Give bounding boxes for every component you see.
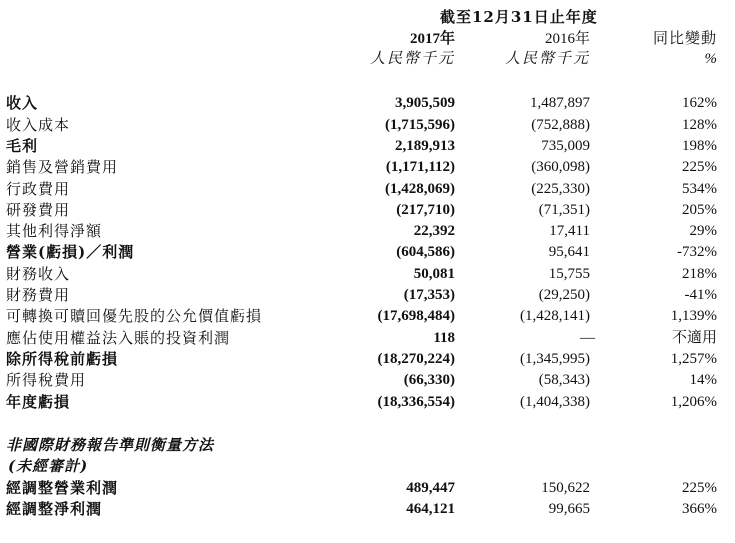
value-2017: 50,081	[413, 266, 455, 282]
row-label: 研發費用	[6, 201, 71, 219]
value-change: 205%	[682, 202, 717, 218]
table-row	[0, 178, 735, 200]
row-label: 收入成本	[6, 116, 71, 134]
value-2016: —	[580, 330, 595, 346]
row-label: 除所得稅前虧損	[6, 350, 119, 368]
value-change: 不適用	[671, 330, 717, 346]
value-2016: (1,428,141)	[520, 308, 590, 324]
row-label: 經調整淨利潤	[6, 500, 103, 518]
table-row	[0, 327, 735, 349]
value-2017: (18,336,554)	[377, 394, 455, 410]
value-2017: 118	[433, 330, 455, 346]
value-change: 366%	[682, 501, 717, 517]
value-change: 1,206%	[670, 394, 717, 410]
unit-change: %	[704, 51, 717, 67]
value-2016: 150,622	[541, 480, 590, 496]
value-2016: 95,641	[548, 244, 590, 260]
column-unit-header	[0, 48, 735, 70]
unit-2017: 人民幣千元	[369, 51, 455, 67]
table-row	[0, 220, 735, 242]
value-change: 534%	[682, 181, 717, 197]
value-2016: 1,487,897	[530, 95, 590, 111]
value-change: -41%	[684, 287, 717, 303]
row-label: 應佔使用權益法入賬的投資利潤	[6, 329, 231, 347]
non-ifrs-title	[0, 434, 735, 456]
value-2017: 2,189,913	[395, 138, 455, 154]
row-label: 銷售及營銷費用	[6, 158, 119, 176]
value-change: 1,257%	[670, 351, 717, 367]
row-label: 其他利得淨額	[6, 222, 103, 240]
table-row	[0, 135, 735, 157]
row-label: 毛利	[6, 137, 39, 155]
value-2017: (17,353)	[403, 287, 455, 303]
table-row	[0, 477, 735, 499]
value-2017: 464,121	[406, 501, 455, 517]
value-2016: 17,411	[549, 223, 590, 239]
row-label: 行政費用	[6, 180, 71, 198]
table-row	[0, 199, 735, 221]
value-2016: (58,343)	[538, 372, 590, 388]
table-row	[0, 391, 735, 413]
value-2017: 3,905,509	[395, 95, 455, 111]
value-2016: 99,665	[548, 501, 590, 517]
value-2016: (71,351)	[538, 202, 590, 218]
value-change: 225%	[682, 159, 717, 175]
row-label: 營業(虧損)／利潤	[6, 243, 135, 261]
value-2016: (1,345,995)	[520, 351, 590, 367]
value-change: 218%	[682, 266, 717, 282]
value-2017: (66,330)	[403, 372, 455, 388]
row-label: 收入	[6, 94, 39, 112]
value-2017: (1,715,596)	[385, 117, 455, 133]
section-title: 非國際財務報告準則衡量方法	[6, 436, 215, 454]
table-row	[0, 92, 735, 114]
table-row	[0, 498, 735, 520]
table-row	[0, 114, 735, 136]
value-change: 225%	[682, 480, 717, 496]
row-label: 可轉換可贖回優先股的公允價值虧損	[6, 307, 263, 325]
col-change-header: 同比變動	[652, 31, 717, 47]
value-change: -732%	[677, 244, 717, 260]
col-2017-header: 2017年	[409, 31, 455, 47]
non-ifrs-subtitle	[0, 455, 735, 477]
value-2017: (1,428,069)	[385, 181, 455, 197]
table-row	[0, 348, 735, 370]
value-2017: 22,392	[413, 223, 455, 239]
table-row	[0, 156, 735, 178]
table-row	[0, 284, 735, 306]
row-label: 經調整營業利潤	[6, 479, 119, 497]
unit-2016: 人民幣千元	[504, 51, 590, 67]
value-2017: (18,270,224)	[377, 351, 455, 367]
section-subtitle: (未經審計)	[8, 457, 89, 475]
row-label: 財務費用	[6, 286, 71, 304]
value-change: 198%	[682, 138, 717, 154]
value-2017: (217,710)	[396, 202, 455, 218]
table-row	[0, 241, 735, 263]
value-2016: (752,888)	[531, 117, 590, 133]
value-2016: (360,098)	[531, 159, 590, 175]
value-2016: (29,250)	[538, 287, 590, 303]
value-change: 29%	[689, 223, 717, 239]
row-label: 財務收入	[6, 265, 71, 283]
value-2017: (17,698,484)	[377, 308, 455, 324]
value-2016: (225,330)	[531, 181, 590, 197]
value-2017: (604,586)	[396, 244, 455, 260]
value-change: 14%	[689, 372, 717, 388]
value-change: 162%	[682, 95, 717, 111]
col-2016-header: 2016年	[544, 31, 590, 47]
period-header	[0, 6, 735, 28]
value-2016: (1,404,338)	[520, 394, 590, 410]
row-label: 所得稅費用	[6, 371, 87, 389]
column-year-header	[0, 28, 735, 50]
row-label: 年度虧損	[6, 393, 71, 411]
value-2017: (1,171,112)	[385, 159, 455, 175]
value-change: 128%	[682, 117, 717, 133]
value-2016: 735,009	[541, 138, 590, 154]
period-label: 截至12月31日止年度	[440, 8, 598, 26]
value-2017: 489,447	[406, 480, 455, 496]
table-row	[0, 369, 735, 391]
table-row	[0, 263, 735, 285]
value-2016: 15,755	[548, 266, 590, 282]
value-change: 1,139%	[670, 308, 717, 324]
table-row	[0, 305, 735, 327]
